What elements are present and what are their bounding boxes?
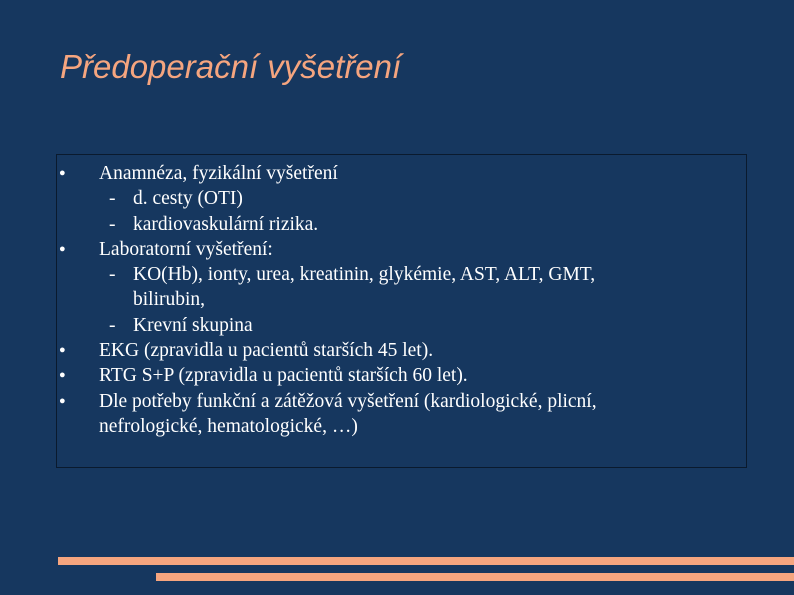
decorative-bar-bottom — [156, 573, 794, 581]
sub-item — [57, 212, 746, 237]
sub-item-text: Krevní skupina — [133, 314, 253, 336]
bullet-text-continuation: nefrologické, hematologické, …) — [99, 415, 358, 437]
bullet-text: Dle potřeby funkční a zátěžová vyšetření (kardiologické, plicní, — [99, 390, 597, 412]
bullet-list — [57, 161, 746, 439]
sub-item-text: kardiovaskulární rizika. — [133, 213, 319, 235]
bullet-text: RTG S+P (zpravidla u pacientů starších 60 let). — [99, 365, 468, 387]
content-box — [56, 154, 747, 468]
sub-item — [57, 262, 746, 287]
sub-item — [57, 186, 746, 211]
bullet-icon: ● — [59, 394, 66, 407]
bullet-item-anamneza — [57, 161, 746, 186]
sub-item — [57, 313, 746, 338]
bullet-item-additional — [57, 389, 746, 414]
bullet-item-ekg — [57, 338, 746, 363]
dash-icon: - — [109, 188, 116, 210]
bullet-icon: ● — [59, 167, 66, 179]
sub-item-continuation: bilirubin, — [133, 289, 206, 311]
sub-item-text: d. cesty (OTI) — [133, 188, 243, 210]
bullet-icon: ● — [59, 369, 66, 382]
bullet-icon: ● — [59, 242, 66, 255]
bullet-item-laboratory — [57, 237, 746, 262]
bullet-text: Laboratorní vyšetření: — [99, 238, 273, 260]
slide-title: Předoperační vyšetření — [60, 48, 402, 85]
decorative-bar-top — [58, 557, 794, 565]
dash-icon: - — [109, 264, 116, 286]
sub-item-text: KO(Hb), ionty, urea, kreatinin, glykémie, AST, ALT, GMT, — [133, 264, 596, 286]
bullet-icon: ● — [59, 344, 66, 357]
dash-icon: - — [109, 314, 116, 336]
dash-icon: - — [109, 213, 116, 235]
bullet-text: EKG (zpravidla u pacientů starších 45 let). — [99, 340, 434, 362]
bullet-item-rtg — [57, 363, 746, 388]
bullet-text: Anamnéza, fyzikální vyšetření — [99, 163, 338, 184]
